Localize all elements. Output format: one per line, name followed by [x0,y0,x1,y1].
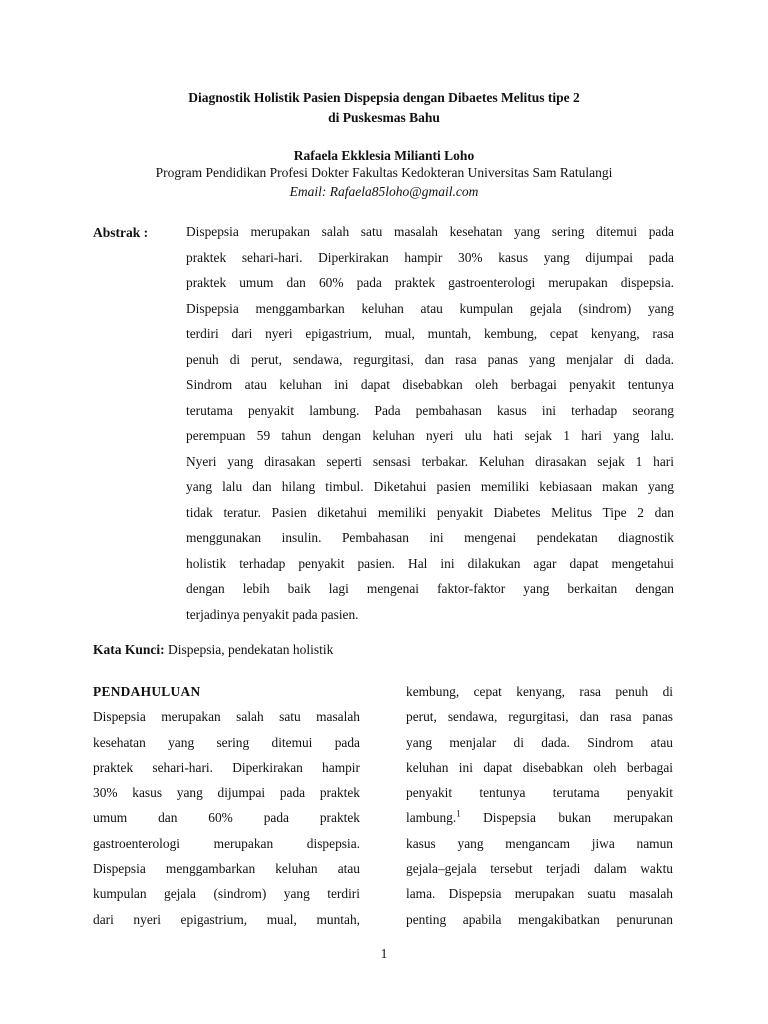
body-line: kasus yang mengancam jiwa namun [406,835,673,851]
paper-title-line-1: Diagnostik Holistik Pasien Dispepsia dengan Dibaetes Melitus tipe 2 [188,90,580,105]
page-number: 1 [380,946,388,961]
abstract-line: Nyeri yang dirasakan seperti sensasi terbakar. Keluhan dirasakan sejak 1 hari [186,453,674,469]
left-column [93,679,360,932]
author-email: Email: Rafaela85loho@gmail.com [289,184,479,199]
abstract-line: penuh di perut, sendawa, regurgitasi, dan rasa panas yang menjalar di dada. [186,351,674,367]
body-line: kesehatan yang sering ditemui pada [93,734,360,750]
body-line: Dispepsia merupakan salah satu masalah [93,709,360,725]
keywords-text: Dispepsia, pendekatan holistik [164,642,334,657]
abstract-body [186,219,674,627]
body-text-fragment: Dispepsia bukan merupakan [460,810,673,826]
body-line: gastroenterologi merupakan dispepsia. [93,835,360,851]
body-line: kumpulan gejala (sindrom) yang terdiri [93,886,360,902]
abstract-line: dengan lebih baik lagi mengenai faktor-faktor yang berkaitan dengan [186,581,674,596]
body-line: kembung, cepat kenyang, rasa penuh di [406,684,673,699]
body-line: yang menjalar di dada. Sindrom atau [406,734,673,750]
abstract-line: holistik terhadap penyakit pasien. Hal ini dilakukan agar dapat mengetahui [186,555,674,571]
abstract-line: yang lalu dan hilang timbul. Diketahui pasien memiliki kebiasaan makan yang [186,479,674,494]
abstract-line: perempuan 59 tahun dengan keluhan nyeri ulu hati sejak 1 hari yang lalu. [186,428,674,443]
abstract-line: praktek umum dan 60% pada praktek gastroenterologi merupakan dispepsia. [186,275,674,290]
body-line-with-citation [406,805,673,830]
body-text-fragment: lambung. [406,810,457,826]
keywords-label: Kata Kunci: [93,642,165,657]
abstract-line: Dispepsia merupakan salah satu masalah kesehatan yang sering ditemui pada [186,224,674,239]
body-line: praktek sehari-hari. Diperkirakan hampir [93,759,360,775]
citation-marker: 1 [456,809,461,820]
body-line: Dispepsia menggambarkan keluhan atau [93,861,360,877]
abstract-line: Dispepsia menggambarkan keluhan atau kumpulan gejala (sindrom) yang [186,300,674,316]
abstract-line: terutama penyakit lambung. Pada pembahasan kasus ini terhadap seorang [186,402,674,418]
body-line: penting apabila mengakibatkan penurunan [406,911,673,927]
abstract-line: terjadinya penyakit pada pasien. [186,606,359,622]
author-name: Rafaela Ekklesia Milianti Loho [293,148,475,163]
body-line: keluhan ini dapat disebabkan oleh berbagai [406,759,673,775]
paper-title-line-2: di Puskesmas Bahu [328,110,440,125]
keywords [93,640,333,660]
section-heading: PENDAHULUAN [93,684,201,699]
body-line: perut, sendawa, regurgitasi, dan rasa panas [406,709,673,725]
body-line: gejala–gejala tersebut terjadi dalam waktu [406,861,673,877]
abstract-line: Sindrom atau keluhan ini dapat disebabkan oleh berbagai penyakit tentunya [186,377,674,392]
body-line: dari nyeri epigastrium, mual, muntah, [93,911,360,927]
abstract-line: tidak teratur. Pasien diketahui memiliki penyakit Diabetes Melitus Tipe 2 dan [186,504,674,520]
body-line: 30% kasus yang dijumpai pada praktek [93,785,360,801]
right-column [406,679,673,932]
abstract-label: Abstrak : [93,225,149,240]
body-line: umum dan 60% pada praktek [93,810,360,826]
abstract-line: menggunakan insulin. Pembahasan ini mengenai pendekatan diagnostik [186,530,674,545]
body-line: lama. Dispepsia merupakan suatu masalah [406,886,673,902]
abstract-line: terdiri dari nyeri epigastrium, mual, muntah, kembung, cepat kenyang, rasa [186,326,674,341]
abstract-line: praktek sehari-hari. Diperkirakan hampir 30% kasus yang dijumpai pada [186,249,674,265]
author-affiliation: Program Pendidikan Profesi Dokter Fakultas Kedokteran Universitas Sam Ratulangi [155,165,613,180]
body-line: penyakit tentunya terutama penyakit [406,785,673,801]
